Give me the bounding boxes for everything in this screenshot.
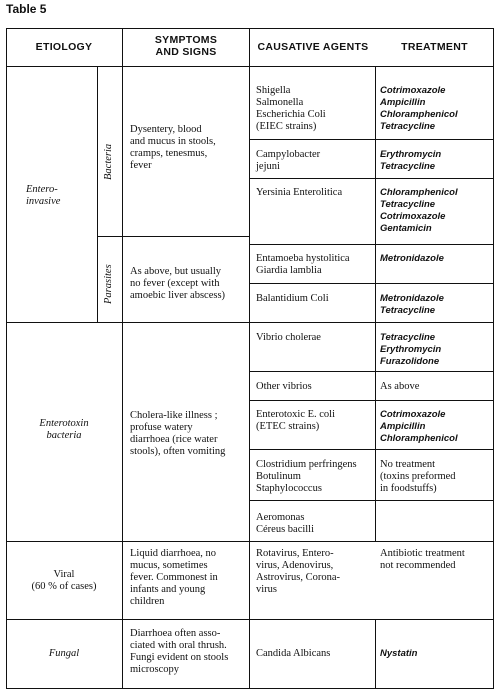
agent-cell: Campylobacter jejuni	[256, 149, 321, 172]
etiology-viral: Viral (60 % of cases)	[31, 569, 97, 592]
etiology-parasites: Parasites	[103, 264, 114, 304]
agent-cell: Candida Albicans	[256, 648, 331, 659]
symptoms-enterotoxin: Cholera-like illness ; profuse watery diarrhoea (rice water stools), often vomiting	[130, 410, 226, 457]
treatment-cell: Chloramphenicol Tetracycline Cotrimoxazole Gentamicin	[380, 187, 458, 234]
etiology-enteroinvasive: Entero- invasive	[26, 184, 61, 207]
etiology-fungal: Fungal	[48, 648, 80, 659]
table-title: Table 5	[6, 2, 47, 16]
treatment-cell: Antibiotic treatment not recommended	[380, 548, 465, 571]
treatment-cell: Metronidazole	[380, 253, 444, 264]
agent-cell: Aeromonas Céreus bacilli	[256, 512, 315, 535]
agent-cell: Shigella Salmonella Escherichia Coli (EIEC strains)	[256, 85, 326, 132]
treatment-cell: Cotrimoxazole Ampicillin Chloramphenicol	[380, 409, 458, 444]
symptoms-fungal: Diarrhoea often asso- ciated with oral thrush. Fungi evident on stools microscopy	[130, 628, 229, 675]
header-etiology: ETIOLOGY	[35, 41, 93, 53]
agent-cell: Entamoeba hystolitica Giardia lamblia	[256, 253, 350, 276]
agent-cell: Vibrio cholerae	[256, 332, 321, 343]
treatment-cell: Metronidazole Tetracycline	[380, 293, 444, 316]
treatment-cell: No treatment (toxins preformed in foodstuffs)	[380, 459, 456, 494]
agent-cell: Balantidium Coli	[256, 293, 329, 304]
agent-cell: Clostridium perfringens Botulinum Staphylococcus	[256, 459, 357, 494]
header-causative-agents: CAUSATIVE AGENTS	[257, 41, 369, 53]
treatment-cell: Nystatin	[380, 648, 418, 659]
treatment-cell: As above	[380, 381, 420, 392]
symptoms-bacteria: Dysentery, blood and mucus in stools, cramps, tenesmus, fever	[130, 124, 216, 171]
header-treatment: TREATMENT	[401, 41, 468, 53]
agent-cell: Yersinia Enterolitica	[256, 187, 343, 198]
agent-cell: Rotavirus, Entero- virus, Adenovirus, Astrovirus, Corona- virus	[256, 548, 340, 595]
treatment-cell: Cotrimoxazole Ampicillin Chloramphenicol Tetracycline	[380, 85, 458, 132]
treatment-cell: Erythromycin Tetracycline	[380, 149, 442, 172]
agent-cell: Enterotoxic E. coli (ETEC strains)	[256, 409, 336, 432]
header-symptoms: SYMPTOMS AND SIGNS	[154, 34, 218, 58]
etiology-enterotoxin: Enterotoxin bacteria	[39, 418, 89, 441]
symptoms-parasites: As above, but usually no fever (except with amoebic liver abscess)	[130, 266, 226, 301]
etiology-bacteria: Bacteria	[103, 143, 114, 180]
agent-cell: Other vibrios	[256, 381, 312, 392]
treatment-cell: Tetracycline Erythromycin Furazolidone	[380, 332, 442, 367]
symptoms-viral: Liquid diarrhoea, no mucus, sometimes fever. Commonest in infants and young children	[130, 548, 218, 607]
